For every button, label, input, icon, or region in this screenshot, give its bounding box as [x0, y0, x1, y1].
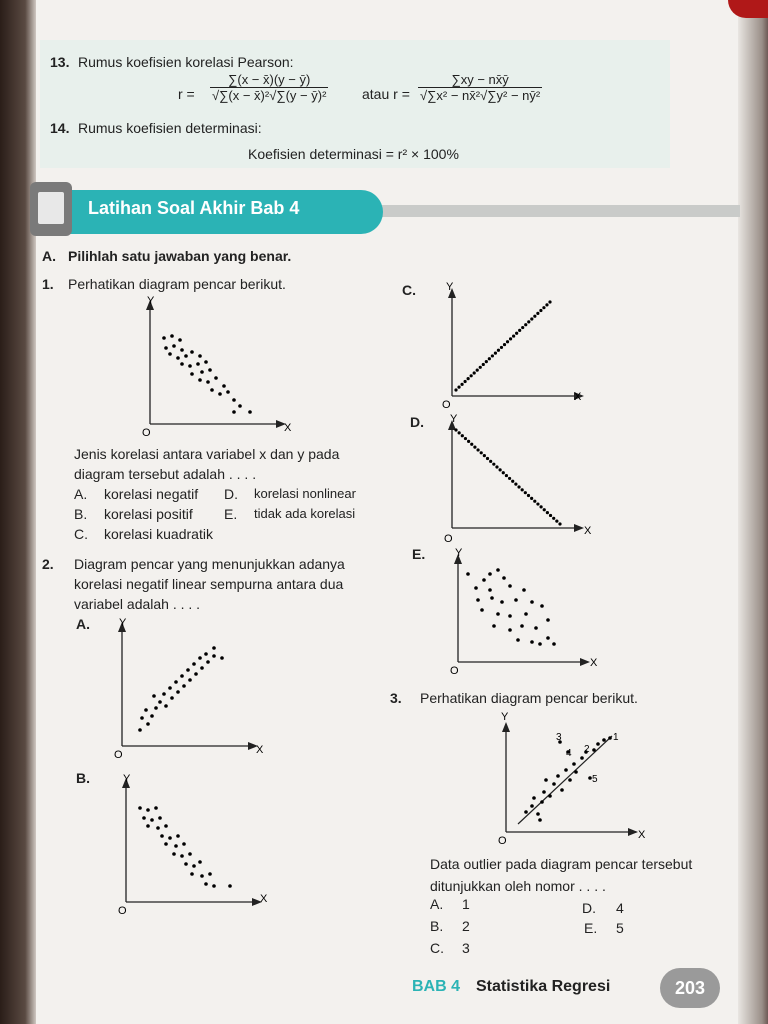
pearson-formula-2 — [418, 72, 542, 103]
q3-point-1-label: 1 — [613, 732, 619, 743]
q2-option-e-scatter — [438, 544, 608, 679]
q2c-point — [454, 388, 457, 391]
q2d-point — [476, 448, 479, 451]
item-13-text: Rumus koefisien korelasi Pearson: — [78, 54, 294, 70]
pearson-formula-1 — [210, 72, 328, 103]
pearson-r-label: r = — [178, 86, 195, 102]
q2d-point — [539, 505, 542, 508]
q2c-point — [470, 374, 473, 377]
q2b-origin-label: O — [118, 905, 127, 917]
q2d-point — [464, 437, 467, 440]
q1-option-a-letter: A. — [74, 486, 88, 502]
q2d-point — [495, 465, 498, 468]
q2b-y-axis-label: Y — [123, 773, 131, 785]
q2c-point — [518, 329, 521, 332]
q3-option-d-letter: D. — [582, 900, 596, 916]
q2d-point — [552, 517, 555, 520]
q2c-point — [482, 363, 485, 366]
q1-option-b-letter: B. — [74, 506, 88, 522]
q2d-point — [524, 491, 527, 494]
q2d-point — [527, 494, 530, 497]
q2-option-b-label: B. — [76, 770, 90, 786]
q2d-point — [558, 522, 561, 525]
determination-formula: Koefisien determinasi = r² × 100% — [248, 146, 459, 162]
q2e-points — [466, 568, 556, 646]
q2e-x-axis-label: X — [590, 657, 598, 669]
q2c-point — [533, 315, 536, 318]
section-a-instruction: Pilihlah satu jawaban yang benar. — [68, 248, 292, 264]
page-edge-left — [0, 0, 36, 1024]
q3-text: Perhatikan diagram pencar berikut. — [420, 690, 638, 706]
q2c-y-axis-label: Y — [446, 281, 454, 293]
q2d-point — [549, 514, 552, 517]
q2d-point — [470, 443, 473, 446]
q2d-point — [546, 511, 549, 514]
q2d-point — [533, 500, 536, 503]
q1-scatter — [130, 290, 300, 440]
q2-line2: korelasi negatif linear sempurna antara dua — [74, 576, 344, 592]
q2d-point — [536, 502, 539, 505]
q2-option-d-scatter — [432, 410, 602, 550]
q2-option-c-scatter — [432, 278, 602, 418]
q2c-point — [545, 303, 548, 306]
atau-label: atau r = — [362, 86, 410, 102]
q1-points — [162, 334, 252, 414]
q2d-x-axis-label: X — [584, 525, 592, 537]
q2c-point — [503, 343, 506, 346]
q2-option-d-label: D. — [410, 414, 424, 430]
q2c-point — [512, 334, 515, 337]
q2d-point — [489, 460, 492, 463]
q2c-point — [530, 317, 533, 320]
q3-regression-line — [518, 736, 612, 824]
q2d-point — [514, 483, 517, 486]
q2d-point — [530, 497, 533, 500]
q1-x-axis-label: X — [284, 422, 292, 434]
q3-option-c: 3 — [462, 940, 470, 956]
q2d-point — [492, 463, 495, 466]
q2d-point — [458, 431, 461, 434]
q2-number: 2. — [42, 556, 54, 572]
red-corner-decoration — [728, 0, 768, 18]
q2c-point — [500, 346, 503, 349]
q2d-point — [499, 468, 502, 471]
q2c-points — [454, 300, 551, 391]
q2-option-a-scatter — [102, 612, 272, 762]
q3-x-axis-label: X — [638, 829, 646, 841]
q1-origin-label: O — [142, 427, 151, 439]
q2a-x-axis-label: X — [256, 744, 264, 756]
q2d-y-axis-label: Y — [450, 413, 458, 425]
banner-title: Latihan Soal Akhir Bab 4 — [88, 198, 300, 218]
q3-option-b: 2 — [462, 918, 470, 934]
q2c-point — [473, 371, 476, 374]
q3-point-3-label: 3 — [556, 732, 562, 743]
q2d-point — [502, 471, 505, 474]
q2-option-b-scatter — [106, 768, 276, 918]
q3-scatter — [486, 708, 656, 848]
q2d-point — [483, 454, 486, 457]
q2c-point — [539, 309, 542, 312]
q2-line1: Diagram pencar yang menunjukkan adanya — [74, 556, 345, 572]
q2-option-e-label: E. — [412, 546, 426, 562]
q1-option-d-letter: D. — [224, 486, 238, 502]
q2d-point — [505, 474, 508, 477]
q2c-point — [506, 340, 509, 343]
q2c-x-axis-label: X — [574, 391, 582, 403]
q2b-points — [138, 806, 232, 888]
q2c-point — [524, 323, 527, 326]
q1-option-c: korelasi kuadratik — [104, 526, 213, 542]
q2c-point — [509, 337, 512, 340]
q2d-point — [508, 477, 511, 480]
q3-y-axis-label: Y — [501, 711, 509, 723]
q3-point-5-label: 5 — [592, 774, 598, 785]
item-14-number: 14. — [50, 120, 70, 136]
q2c-point — [467, 377, 470, 380]
q1-text: Perhatikan diagram pencar berikut. — [68, 276, 286, 292]
q1-option-c-letter: C. — [74, 526, 88, 542]
q2d-points — [454, 428, 561, 525]
q2c-point — [491, 354, 494, 357]
q2c-point — [463, 380, 466, 383]
q2c-point — [476, 369, 479, 372]
q1-option-e-letter: E. — [224, 506, 238, 522]
book-icon — [30, 182, 72, 236]
q2c-point — [542, 306, 545, 309]
q2d-point — [517, 485, 520, 488]
q1-option-b: korelasi positif — [104, 506, 193, 522]
item-13-number: 13. — [50, 54, 70, 70]
q2-option-a-label: A. — [76, 616, 90, 632]
q3-option-a-letter: A. — [430, 896, 444, 912]
q2d-point — [486, 457, 489, 460]
q3-body-line1: Data outlier pada diagram pencar tersebut — [430, 856, 693, 872]
q2a-y-axis-label: Y — [119, 617, 127, 629]
q2d-point — [480, 451, 483, 454]
q3-option-e-letter: E. — [584, 920, 598, 936]
q2d-point — [454, 428, 457, 431]
q2a-origin-label: O — [114, 749, 123, 761]
q2d-point — [461, 434, 464, 437]
page-edge-right — [738, 0, 768, 1024]
pearson-formula-1-numerator: ∑(x − x̄)(y − ȳ) — [210, 72, 328, 88]
q1-number: 1. — [42, 276, 54, 292]
q3-origin-label: O — [498, 835, 507, 847]
q3-number: 3. — [390, 690, 402, 706]
q2c-point — [497, 349, 500, 352]
q3-option-c-letter: C. — [430, 940, 444, 956]
q2c-point — [488, 357, 491, 360]
section-a-letter: A. — [42, 248, 56, 264]
q2-option-c-label: C. — [402, 282, 416, 298]
q2c-point — [515, 332, 518, 335]
q2c-origin-label: O — [442, 399, 451, 411]
banner-rule — [380, 205, 740, 217]
q2c-point — [479, 366, 482, 369]
q2c-point — [527, 320, 530, 323]
page-number: 203 — [660, 968, 720, 1008]
q2d-point — [521, 488, 524, 491]
q2c-point — [457, 386, 460, 389]
pearson-formula-2-numerator: ∑xy − nx̄ȳ — [418, 72, 542, 88]
q2d-origin-label: O — [444, 533, 453, 545]
q2d-point — [511, 480, 514, 483]
q1-option-e: tidak ada korelasi — [254, 506, 356, 521]
q3-body-line2: ditunjukkan oleh nomor . . . . — [430, 878, 606, 894]
q1-body-line1: Jenis korelasi antara variabel x dan y pada — [74, 446, 340, 462]
q2-line3: variabel adalah . . . . — [74, 596, 201, 612]
q3-point-4-label: 4 — [566, 748, 572, 759]
q2d-point — [467, 440, 470, 443]
q3-option-a: 1 — [462, 896, 470, 912]
q3-point-2-label: 2 — [584, 744, 590, 755]
q2e-y-axis-label: Y — [455, 547, 463, 559]
q2d-point — [555, 520, 558, 523]
pearson-formula-1-denominator: √∑(x − x̄)²√∑(y − ȳ)² — [212, 88, 327, 103]
q2a-points — [138, 646, 224, 732]
pearson-formula-2-denominator: √∑x² − nx̄²√∑y² − nȳ² — [420, 88, 541, 103]
q2c-point — [548, 300, 551, 303]
q1-option-d: korelasi nonlinear — [254, 486, 356, 501]
q3-option-d: 4 — [616, 900, 624, 916]
q1-y-axis-label: Y — [147, 295, 155, 307]
q2c-point — [485, 360, 488, 363]
q3-option-b-letter: B. — [430, 918, 444, 934]
item-14-text: Rumus koefisien determinasi: — [78, 120, 262, 136]
q3-option-e: 5 — [616, 920, 624, 936]
q2d-point — [473, 445, 476, 448]
q2e-origin-label: O — [450, 665, 459, 677]
footer-chapter: BAB 4 — [412, 978, 461, 995]
q1-option-a: korelasi negatif — [104, 486, 199, 502]
q2b-x-axis-label: X — [260, 893, 268, 905]
q2c-point — [521, 326, 524, 329]
q2d-point — [543, 508, 546, 511]
q2c-point — [460, 383, 463, 386]
q1-body-line2: diagram tersebut adalah . . . . — [74, 466, 257, 482]
footer-title: Statistika Regresi — [476, 978, 611, 995]
q2c-point — [494, 351, 497, 354]
q2c-point — [536, 312, 539, 315]
